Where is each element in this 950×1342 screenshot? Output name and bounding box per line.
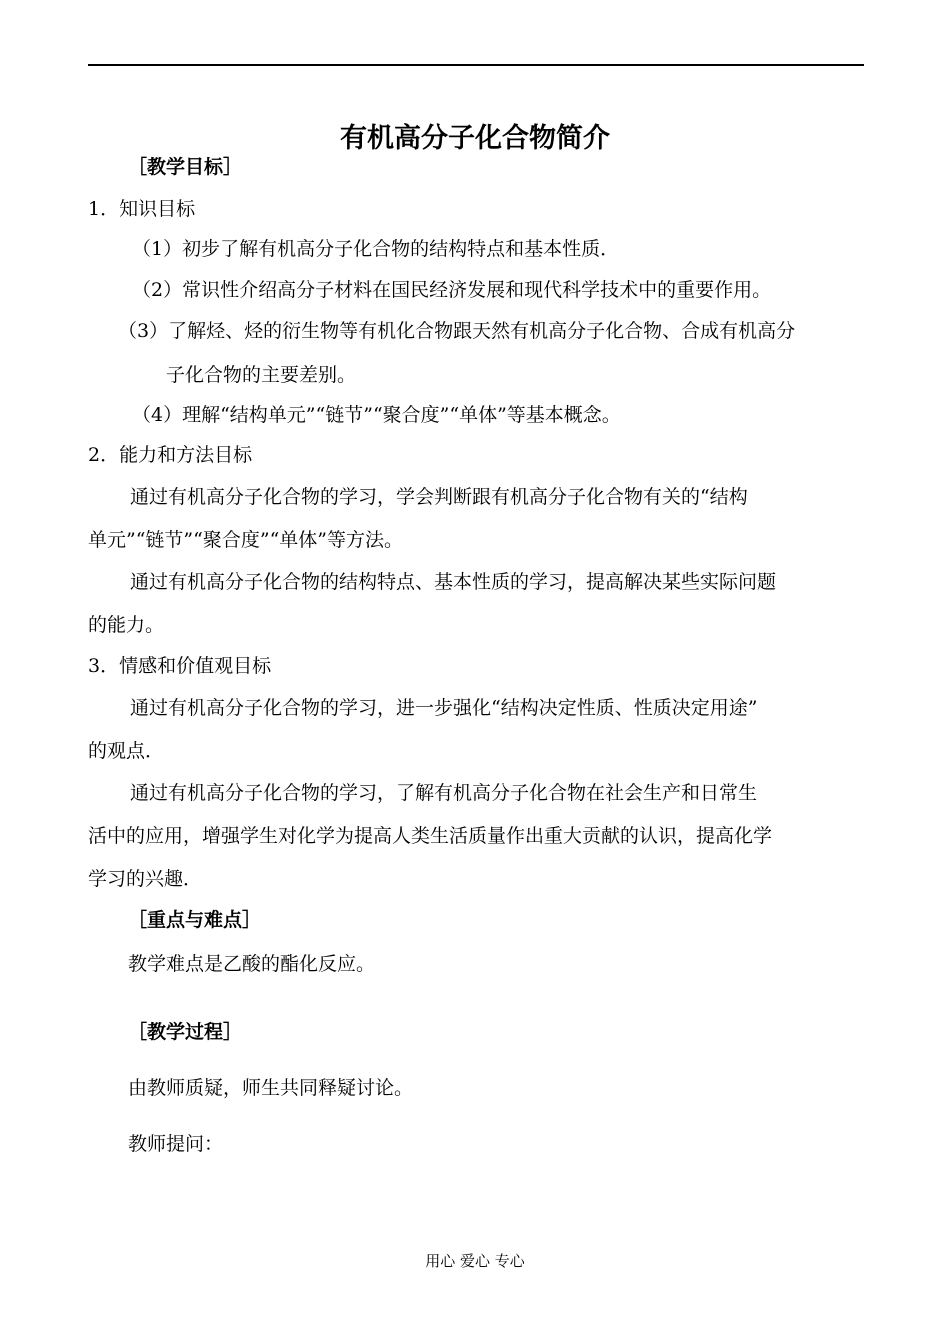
knowledge-item-1: （1）初步了解有机高分子化合物的结构特点和基本性质． [132,238,620,260]
knowledge-heading: 1．知识目标 [88,198,196,220]
section-heading-objectives: ［教学目标］ [128,156,243,178]
ability-para-1a: 通过有机高分子化合物的学习，学会判断跟有机高分子化合物有关的“结构 [130,486,748,508]
section-heading-key-points: ［重点与难点］ [128,909,262,931]
emotion-para-2b: 活中的应用，增强学生对化学为提高人类生活质量作出重大贡献的认识，提高化学 [88,825,773,847]
knowledge-item-3a: （3）了解烃、烃的衍生物等有机化合物跟天然有机高分子化合物、合成有机高分 [118,320,796,342]
header-rule [88,64,864,66]
emotion-para-1b: 的观点． [88,740,165,762]
page-title: 有机高分子化合物简介 [340,123,610,154]
ability-para-2b: 的能力。 [88,614,165,636]
knowledge-item-3b: 子化合物的主要差别。 [166,364,357,386]
page-footer: 用心 爱心 专心 [425,1252,525,1270]
knowledge-item-4: （4）理解“结构单元”“链节”“聚合度”“单体”等基本概念。 [132,404,621,426]
ability-heading: 2．能力和方法目标 [88,444,253,466]
emotion-para-1a: 通过有机高分子化合物的学习，进一步强化“结构决定性质、性质决定用途” [130,697,758,719]
emotion-heading: 3．情感和价值观目标 [88,655,272,677]
emotion-para-2c: 学习的兴趣． [88,868,203,890]
emotion-para-2a: 通过有机高分子化合物的学习，了解有机高分子化合物在社会生产和日常生 [130,782,758,804]
difficulty-text: 教学难点是乙酸的酯化反应。 [128,953,376,975]
process-text-2: 教师提问： [128,1133,224,1155]
section-heading-process: ［教学过程］ [128,1021,243,1043]
ability-para-1b: 单元”“链节”“聚合度”“单体”等方法。 [88,529,403,551]
ability-para-2a: 通过有机高分子化合物的结构特点、基本性质的学习，提高解决某些实际问题 [130,571,777,593]
process-text-1: 由教师质疑，师生共同释疑讨论。 [128,1077,414,1099]
knowledge-item-2: （2）常识性介绍高分子材料在国民经济发展和现代科学技术中的重要作用。 [132,279,772,301]
